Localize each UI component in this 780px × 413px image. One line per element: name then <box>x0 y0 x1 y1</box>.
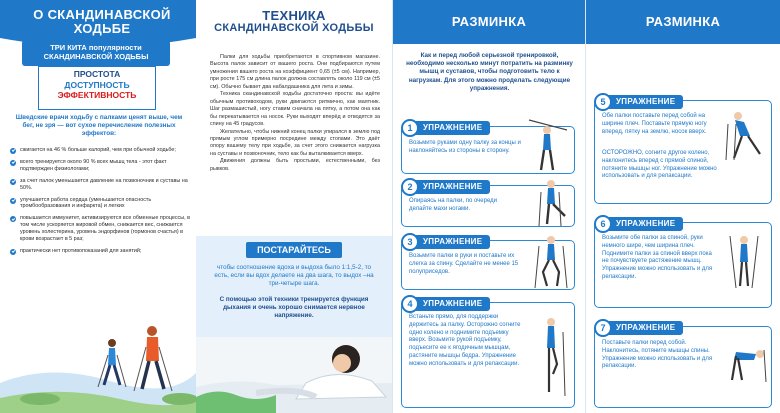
breathing-benefit-text: С помощью этой техники тренируется функция дыхания и очень хорошо снимается нервное напряжение. <box>219 296 369 320</box>
exercise-header-5 <box>594 93 683 111</box>
exercise-header-7 <box>594 319 683 337</box>
exercise-text-6: Возьмите обе палки за спиной, руки немного шире, чем ширина плеч. Поднимите палки за спиной вверх пока не почувствуете растяжение мышц. Упражнение можно использовать и для релаксации. <box>602 235 713 280</box>
exercise-text-3: Возьмите палки в руки и поставьте их слегка за спину. Сделайте не менее 15 полуприседов. <box>409 253 519 275</box>
exercise-number: 5 <box>594 93 612 111</box>
exercise-header-2 <box>401 178 490 196</box>
benefits-list <box>8 147 194 260</box>
kit-item-accessibility: ДОСТУПНОСТЬ <box>64 79 130 90</box>
technique-paragraph: Движения должны быть простыми, естественными, без рывков. <box>210 158 380 172</box>
check-icon <box>10 216 16 222</box>
try-title: ПОСТАРАЙТЕСЬ <box>246 242 342 258</box>
exercise-figure-2 <box>529 176 573 228</box>
technique-title-line1: ТЕХНИКА <box>262 8 326 24</box>
exercise-text-2: Опираясь на палки, по очереди делайте махи ногами. <box>409 198 498 212</box>
exercise-header-1 <box>401 119 490 137</box>
kit-title: ТРИ КИТА популярности СКАНДИНАВСКОЙ ХОДЬБЫ <box>22 40 170 66</box>
exercise-header-3 <box>401 233 490 251</box>
exercise-label: УПРАЖНЕНИЕ <box>606 321 683 335</box>
exercise-figure-6 <box>720 232 770 290</box>
check-icon <box>10 160 16 166</box>
exercise-text-5-caution: ОСТОРОЖНО, согните другое колено, наклонитесь вперед с прямой спиной, потяните мышцы ног. Упражнение можно использовать и для релаксации. <box>602 150 717 180</box>
exercise-label: УПРАЖНЕНИЕ <box>413 235 490 249</box>
benefits-intro: Шведские врачи ходьбу с палками ценят выше, чем бег, не зря — вот сухое перечисление полезных эффектов: <box>15 114 183 137</box>
relaxing-woman-illustration <box>196 337 392 413</box>
benefit-item: за счет палок уменьшается давление на позвоночник и суставы на 50%. <box>8 178 194 192</box>
panel-warmup-1 <box>392 0 585 413</box>
exercise-label: УПРАЖНЕНИЕ <box>413 180 490 194</box>
benefit-item: сжигается на 46 % больше калорий, чем при обычной ходьбе; <box>8 147 194 154</box>
kit-item-effectiveness: ЭФФЕКТИВНОСТЬ <box>57 90 137 101</box>
exercise-figure-7 <box>716 340 770 384</box>
exercise-figure-3 <box>531 232 573 290</box>
exercise-header-4 <box>401 295 490 313</box>
warmup-intro: Как и перед любой серьезной тренировкой, необходимо несколько минут потратить на разминку мышц и суставов, чтобы подготовить тело к нагрузкам. Для этого можно проделать следующие упражнения. <box>406 52 573 92</box>
walkers-illustration <box>0 303 196 413</box>
exercise-number: 1 <box>401 119 419 137</box>
technique-paragraph: Палки для ходьбы приобретаются в спортивном магазине. Высота палок зависит от вашего роста. Они подбираются путем умножения вашего роста на коэффициент 0,65 (±5 см). Например, при росте 175 см длина палок должна составлять около 119 см (±5 см). Обычно бывает два набалдашника для лета и зимы. <box>210 54 380 90</box>
panel-warmup-2 <box>585 0 780 413</box>
benefit-item: улучшается работа сердца (уменьшается опасность тромбообразования и инфаркта) и легких <box>8 197 194 211</box>
benefit-item: повышается иммунитет, активизируются все обменные процессы, в том числе ускоряется жировой обмен, снижается вес, снижается уровень холестерина, уровень эндорфинов (гормонов счастья) в крови возрастает в 5 раз; <box>8 215 194 243</box>
check-icon <box>10 148 16 154</box>
panel-technique <box>196 0 392 413</box>
exercise-text-7: Поставьте палки перед собой. Наклонитесь, потяните мышцы спины. Упражнение можно использовать и для релаксации. <box>602 340 713 370</box>
exercise-text-5: Обе палки поставьте перед собой на ширине плеч. Поставьте прямую ногу вперед, пятку на землю, носок вверх. <box>602 113 707 135</box>
exercise-number: 6 <box>594 215 612 233</box>
exercise-text-1: Возьмите руками одну палку за концы и наклоняйтесь из стороны в сторону. <box>409 140 521 154</box>
check-icon <box>10 179 16 185</box>
exercise-figure-4 <box>531 312 573 400</box>
technique-title-line2: СКАНДИНАВСКОЙ ХОДЬБЫ <box>214 22 374 35</box>
technique-paragraph: Техника скандинавской ходьбы достаточно проста: вы идёте обычным противоходом, руки двигаются ритмично, как маятник. Шаг размашистый, ногу ставим сначала на пятку, а потом она как бы перекатывается на носок. Руки выходят вперёд и отводятся за спину на 45 градусов. <box>210 91 380 128</box>
technique-paragraph: Желательно, чтобы нижний конец палки упирался в землю под прямым углом примерно посредине между стопами. Это даёт опору вашему телу при ходьбе, за счет этого снижается нагрузка на суставы и позвоночник, тело как бы выталкивается вверх. <box>210 128 380 157</box>
check-icon <box>10 198 16 204</box>
exercise-number: 4 <box>401 295 419 313</box>
panel-about-header: О СКАНДИНАВСКОЙ ХОДЬБЕ <box>0 0 196 44</box>
exercise-label: УПРАЖНЕНИЕ <box>606 95 683 109</box>
exercise-number: 2 <box>401 178 419 196</box>
exercise-number: 7 <box>594 319 612 337</box>
exercise-figure-1 <box>523 114 573 174</box>
technique-text <box>210 54 380 173</box>
panel-warmup-2-header: РАЗМИНКА <box>586 0 780 44</box>
kit-list <box>38 66 156 110</box>
panel-warmup-1-header: РАЗМИНКА <box>393 0 585 44</box>
exercise-text-4: Встаньте прямо, для поддержки держитесь за палку. Осторожно согните одно колено и поднимите подъемку вверх. Возьмите рукой подъемку, подъесите ее к ягодичным мышцам, растяните мышцы бедра. Упражнение можно использовать и для релаксации. <box>409 314 521 367</box>
benefit-item: практически нет противопоказаний для занятий; <box>8 248 194 255</box>
breathing-ratio-text: чтобы соотношение вдоха и выдоха было 1:1,5-2, то есть, если вы вдох делаете на два шага, то выдох –на три-четыре шага. <box>214 264 374 288</box>
exercise-figure-5 <box>720 106 770 162</box>
check-icon <box>10 249 16 255</box>
panel-technique-header <box>196 0 392 44</box>
exercise-number: 3 <box>401 233 419 251</box>
exercise-label: УПРАЖНЕНИЕ <box>413 121 490 135</box>
kit-item-simplicity: ПРОСТОТА <box>73 69 121 79</box>
exercise-label: УПРАЖНЕНИЕ <box>606 217 683 231</box>
exercise-header-6 <box>594 215 683 233</box>
panel-about <box>0 0 196 413</box>
exercise-label: УПРАЖНЕНИЕ <box>413 297 490 311</box>
benefit-item: всего тренируется около 90 % всех мышц тела - этот факт подтвержден физиологами; <box>8 159 194 173</box>
